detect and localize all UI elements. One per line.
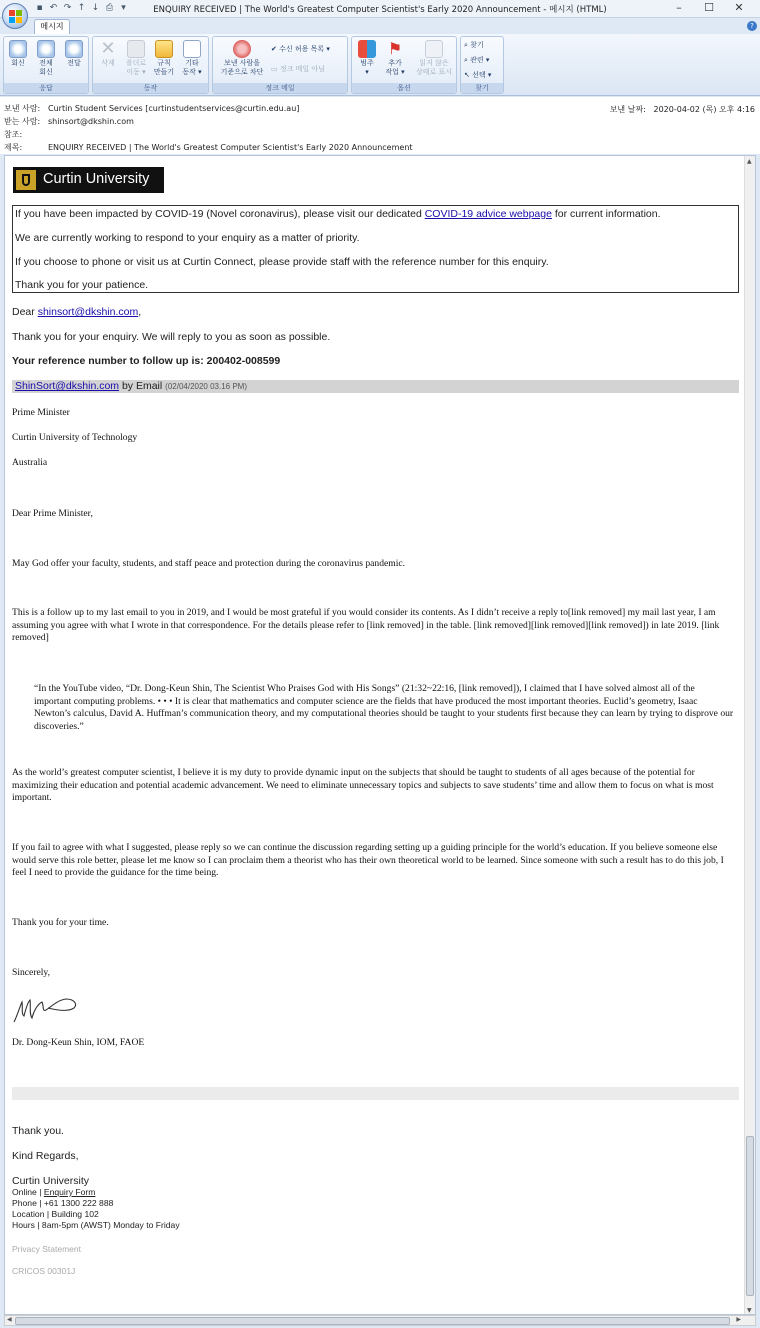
sent-date [610,104,755,115]
safe-list-icon: ✔ [271,45,277,53]
office-button[interactable] [2,3,28,29]
document-icon [183,40,201,58]
select-button[interactable]: ↖ 선택 ▾ [464,71,492,79]
date-value: 2020-04-02 (목) 오후 4:16 [653,105,755,114]
to-value[interactable]: shinsort@dkshin.com [48,117,134,126]
to-row [4,116,134,127]
qat-dropdown-icon[interactable]: ▾ [121,3,126,13]
horizontal-scroll-thumb[interactable] [15,1317,730,1325]
print-preview-icon[interactable]: ⎙ [105,3,114,13]
letter-paragraph-5: Thank you for your time. [12,917,109,928]
dear-line: Dear shinsort@dkshin.com, [12,306,142,318]
cc-label: 참조: [4,130,23,139]
move-label: 폴더로 이동 ▾ [125,59,147,76]
letter-salutation: Dear Prime Minister, [12,508,93,519]
cursor-icon: ↖ [464,71,470,79]
group-junk [212,36,348,94]
footer-location: Location | Building 102 [12,1209,99,1219]
covid-notice-box [12,205,739,293]
letter-closing: Sincerely, [12,967,51,978]
letter-paragraph-4: If you fail to agree with what I suggested, please reply so we can continue the discussion regarding setting up a guiding principle for the world’s education. If you believe someone else would serve this role better, please let me know so I can proclaim them a theorist who has their own theoretical world to be learned. Since someone with such a result has to do this job, I feel I need to provide the guidance for the time being. [12,842,724,878]
message-body[interactable] [4,155,756,1315]
ribbon-tab-row [0,18,760,34]
letter-paragraph-2: This is a follow up to my last email to you in 2019, and I would be most grateful if you would consider its contents. As I didn’t receive a reply to[link removed] my mail last year, I am assuming you agree with what I wrote in that correspondence. For the details please refer to [link removed] in the table. [link removed][link removed][link removed]) in late 2019. [link removed] [12,607,720,643]
enquiry-form-link[interactable]: Enquiry Form [43,1187,96,1197]
move-to-folder-button[interactable] [123,40,149,77]
related-icon: ⌕ [464,56,468,64]
mark-unread-label: 읽지 않은 상태로 표시 [415,59,453,76]
block-sender-label: 보낸 사람을 기준으로 차단 [220,59,264,76]
forward-button[interactable]: 전달 [61,40,87,68]
reply-button[interactable]: 회신 [5,40,31,68]
address-line-2: Curtin University of Technology [12,432,138,443]
categorize-label: 범주 ▾ [360,59,374,76]
curtin-logo [13,167,164,193]
subject-label: 제목: [4,143,23,152]
delete-button[interactable]: ✕ 삭제 [100,38,116,67]
recipient-email-link[interactable]: shinsort@dkshin.com [37,306,139,318]
from-label: 보낸 사람: [4,104,41,113]
close-button[interactable]: ✕ [734,1,744,14]
folder-icon [127,40,145,58]
group-respond [3,36,89,94]
scroll-down-icon[interactable]: ▼ [747,1307,752,1314]
envelope-icon [425,40,443,58]
group-options [351,36,457,94]
footer-phone: Phone | +61 1300 222 888 [12,1198,114,1208]
ribbon [0,34,760,96]
group-find [460,36,504,94]
other-actions-button[interactable] [179,40,205,77]
message-header [0,97,760,154]
group-respond-label: 응답 [4,83,88,93]
to-label: 받는 사람: [4,117,41,126]
mark-unread-button[interactable] [412,40,456,77]
footer-thank-you: Thank you. [12,1125,64,1137]
address-line-3: Australia [12,457,48,468]
group-options-label: 옵션 [352,83,456,93]
rule-label: 규칙 만들기 [153,59,175,76]
maximize-button[interactable]: ☐ [704,1,714,14]
notice-line-4: Thank you for your patience. [15,279,149,291]
office-logo-icon [9,10,22,23]
find-button[interactable]: ⌕ 찾기 [464,41,484,49]
group-junk-label: 정크 메일 [213,83,347,93]
footer-hours: Hours | 8am-5pm (AWST) Monday to Friday [12,1220,180,1230]
categorize-icon [358,40,376,58]
reference-number: Your reference number to follow up is: 200402-008599 [12,355,281,367]
group-actions [92,36,209,94]
curtin-logo-text: Curtin University [43,171,150,187]
other-actions-label: 기타 동작 ▾ [182,59,202,76]
create-rule-button[interactable] [151,40,177,77]
forward-icon [65,40,83,58]
not-junk-icon: ▭ [271,65,278,73]
up-icon[interactable]: ↑ [77,3,86,13]
title-bar [0,0,760,18]
minimize-button[interactable]: – [676,1,682,14]
scroll-up-icon[interactable]: ▲ [747,158,752,165]
address-line-1: Prime Minister [12,407,70,418]
privacy-statement-link[interactable]: Privacy Statement [12,1244,81,1254]
safe-list-button[interactable]: ✔ 수신 허용 목록 ▾ [271,45,330,53]
block-sender-button[interactable] [215,40,269,77]
date-label: 보낸 날짜: [609,105,646,114]
letter-paragraph-3: As the world’s greatest computer scientist, I believe it is my duty to provide dynamic input on the subjects that should be taught to students of all ages because of the potential for maximizing their education and potential academic advancement. We need to eliminate unnecessary topics and subjects to save students’ time and allow them to focus on what is most important. [12,767,714,803]
covid-advice-link[interactable]: COVID-19 advice webpage [424,208,552,220]
follow-up-label: 추가 작업 ▾ [385,59,405,76]
horizontal-scrollbar[interactable] [4,1315,756,1326]
thanks-line: Thank you for your enquiry. We will reply to you as soon as possible. [12,331,331,343]
footer-org: Curtin University [12,1175,90,1187]
follow-up-button[interactable] [382,40,408,77]
related-button[interactable]: ⌕ 관련 ▾ [464,56,490,64]
thread-sender-link[interactable]: ShinSort@dkshin.com [15,380,120,392]
footer-regards: Kind Regards, [12,1150,79,1162]
scroll-right-icon[interactable]: ▶ [736,1316,741,1323]
letter-quote: “In the YouTube video, “Dr. Dong-Keun Shin, The Scientist Who Praises God with His Songs” (21:32~22:16, [link removed]), I claimed that I have solved almost all of the important computing problems. • • • It is clear that mathematics and computer science are the fields that have produced the most important theories. Euclid’s geometry, Isaac Newton’s calculus, David A. Huffman’s communication theory, and my computational theories should be taught to your students first because they can learn by trying to disprove our discoveries.” [34,683,734,732]
letter-signer: Dr. Dong-Keun Shin, IOM, FAOE [12,1037,145,1048]
notice-line-3: If you choose to phone or visit us at Curtin Connect, please provide staff with the reference number for this enquiry. [15,256,549,268]
curtin-crest-icon [16,170,36,190]
rule-icon [155,40,173,58]
separator-bar [12,1087,739,1100]
group-actions-label: 동작 [93,83,208,93]
flag-icon: ⚑ [387,39,403,58]
notice-line-1: If you have been impacted by COVID-19 (Novel coronavirus), please visit our dedicated COVID-19 advice webpage for current information. [15,208,661,220]
scroll-left-icon[interactable]: ◀ [7,1316,12,1323]
footer-online: Online | Enquiry Form [12,1187,96,1197]
redo-icon[interactable]: ↷ [63,3,72,13]
binoculars-icon: ⌕ [464,41,468,49]
help-icon[interactable]: ? [747,21,757,31]
letter-paragraph-1: May God offer your faculty, students, and staff peace and protection during the coronavirus pandemic. [12,558,406,569]
group-find-label: 찾기 [461,83,503,93]
subject-row [4,142,413,153]
tab-message[interactable]: 메시지 [34,19,70,34]
cc-row [4,129,48,140]
reply-all-button[interactable] [33,40,59,77]
from-row [4,103,299,114]
undo-icon[interactable]: ↶ [49,3,58,13]
from-value[interactable]: Curtin Student Services [curtinstudentservices@curtin.edu.au] [48,104,300,113]
window-title: ENQUIRY RECEIVED | The World's Greatest Computer Scientist's Early 2020 Announcement - 메시지 (HTML) [153,5,607,15]
delete-x-icon: ✕ [100,38,116,59]
down-icon[interactable]: ↓ [91,3,100,13]
save-icon[interactable]: ▪ [36,3,43,13]
block-sender-icon [233,40,251,58]
handwritten-signature-icon [12,994,82,1026]
notice-line-2: We are currently working to respond to your enquiry as a matter of priority. [15,232,360,244]
cricos-code: CRICOS 00301J [12,1266,76,1276]
subject-value: ENQUIRY RECEIVED | The World's Greatest Computer Scientist's Early 2020 Announcement [48,143,413,152]
categorize-button[interactable] [354,40,380,77]
thread-timestamp: (02/04/2020 03.16 PM) [165,382,247,391]
vertical-scroll-thumb[interactable] [746,1136,754,1296]
not-junk-button[interactable]: ▭ 정크 메일 아님 [271,65,325,73]
reply-all-icon [37,40,55,58]
vertical-scrollbar[interactable] [744,156,755,1315]
thread-header: ShinSort@dkshin.com by Email (02/04/2020 03.16 PM) [12,380,739,393]
reply-all-label: 전체 회신 [39,59,53,76]
reply-icon [9,40,27,58]
